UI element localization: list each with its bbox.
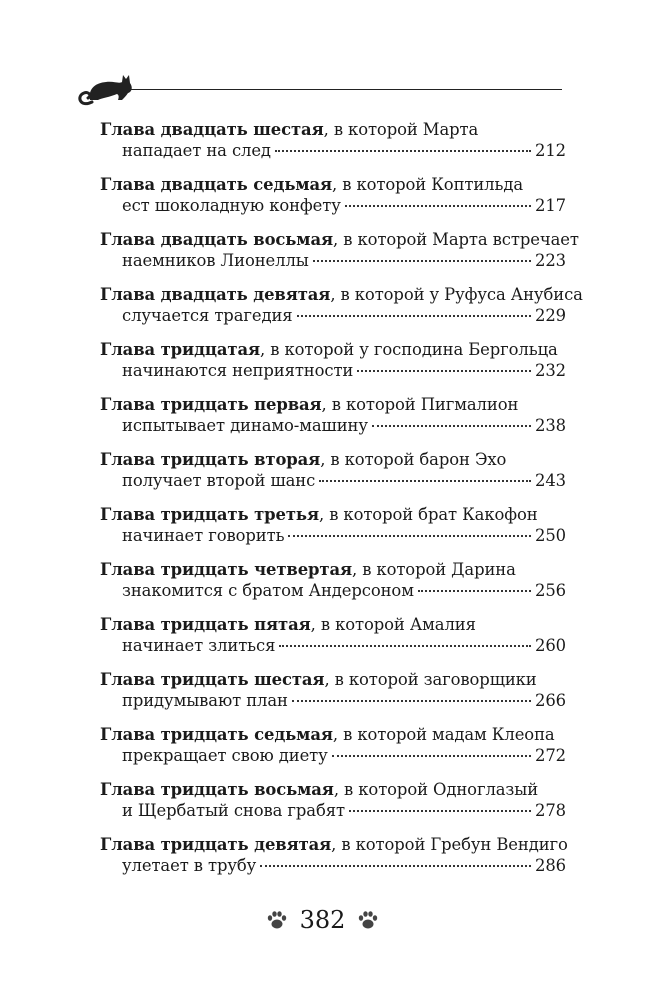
chapter-number: Глава двадцать седьмая	[100, 175, 333, 194]
toc-entry-title	[100, 780, 566, 800]
dot-leader	[345, 205, 531, 207]
dot-leader	[332, 755, 531, 757]
chapter-number: Глава тридцать восьмая	[100, 780, 334, 799]
toc-entry-continuation	[122, 415, 566, 437]
toc-entry-continuation	[122, 140, 566, 162]
toc-entry	[100, 175, 566, 230]
toc-page-number: 260	[535, 636, 566, 655]
chapter-subtitle: , в которой заговорщики	[324, 670, 537, 689]
chapter-subtitle: , в которой Коптильда	[332, 175, 523, 194]
table-of-contents	[100, 120, 583, 890]
header-rule	[127, 89, 562, 90]
chapter-subtitle: , в которой мадам Клеопа	[332, 725, 555, 744]
chapter-subtitle-continued: испытывает динамо-машину	[122, 416, 368, 435]
toc-entry-title	[100, 835, 566, 855]
page-footer	[0, 905, 645, 935]
paw-icon	[266, 909, 288, 931]
chapter-subtitle: , в которой Амалия	[310, 615, 476, 634]
toc-page-number: 212	[535, 141, 566, 160]
dot-leader	[418, 590, 531, 592]
chapter-number: Глава тридцать первая	[100, 395, 322, 414]
toc-entry-continuation	[122, 250, 566, 272]
chapter-number: Глава тридцать пятая	[100, 615, 311, 634]
chapter-number: Глава тридцать третья	[100, 505, 319, 524]
page-number: 382	[299, 906, 346, 934]
cat-icon	[72, 62, 142, 114]
toc-page-number: 243	[535, 471, 566, 490]
chapter-number: Глава тридцать шестая	[100, 670, 325, 689]
toc-entry-title	[100, 560, 566, 580]
chapter-number: Глава тридцать четвертая	[100, 560, 352, 579]
dot-leader	[288, 535, 531, 537]
toc-page-number: 272	[535, 746, 566, 765]
chapter-subtitle-continued: случается трагедия	[122, 306, 293, 325]
toc-page-number: 232	[535, 361, 566, 380]
chapter-subtitle-continued: начинает злиться	[122, 636, 276, 655]
chapter-subtitle-continued: нападает на след	[122, 141, 271, 160]
toc-entry-continuation	[122, 800, 566, 822]
toc-entry-title	[100, 615, 566, 635]
chapter-number: Глава тридцать седьмая	[100, 725, 333, 744]
toc-entry	[100, 670, 566, 725]
chapter-subtitle-continued: получает второй шанс	[122, 471, 316, 490]
dot-leader	[279, 645, 531, 647]
toc-entry-title	[100, 175, 566, 195]
toc-entry-title	[100, 395, 566, 415]
toc-entry	[100, 560, 566, 615]
toc-page-number: 286	[535, 856, 566, 875]
toc-page-number: 278	[535, 801, 566, 820]
toc-entry	[100, 230, 579, 285]
toc-entry	[100, 615, 566, 670]
toc-page-number: 217	[535, 196, 566, 215]
toc-entry	[100, 505, 566, 560]
chapter-subtitle: , в которой Дарина	[351, 560, 516, 579]
chapter-subtitle: , в которой у господина Бергольца	[260, 340, 558, 359]
chapter-number: Глава тридцать девятая	[100, 835, 332, 854]
dot-leader	[297, 315, 531, 317]
dot-leader	[275, 150, 531, 152]
chapter-subtitle-continued: начинает говорить	[122, 526, 285, 545]
chapter-subtitle: , в которой Марта встречает	[332, 230, 579, 249]
toc-page-number: 256	[535, 581, 566, 600]
chapter-subtitle-continued: и Щербатый снова грабят	[122, 801, 345, 820]
toc-entry	[100, 780, 566, 835]
toc-entry-title	[100, 120, 566, 140]
toc-entry-continuation	[122, 525, 566, 547]
toc-entry-continuation	[122, 745, 566, 767]
chapter-subtitle: , в которой барон Эхо	[320, 450, 507, 469]
toc-entry	[100, 395, 566, 450]
dot-leader	[319, 480, 531, 482]
toc-entry-continuation	[122, 690, 566, 712]
chapter-subtitle: , в которой Пигмалион	[321, 395, 519, 414]
chapter-subtitle: , в которой у Руфуса Анубиса	[330, 285, 583, 304]
chapter-subtitle-continued: придумывают план	[122, 691, 288, 710]
chapter-subtitle-continued: ест шоколадную конфету	[122, 196, 341, 215]
page-header	[72, 62, 562, 114]
dot-leader	[372, 425, 531, 427]
toc-entry-title	[100, 230, 579, 250]
toc-entry-continuation	[122, 635, 566, 657]
chapter-number: Глава двадцать девятая	[100, 285, 331, 304]
paw-icon	[357, 909, 379, 931]
chapter-number: Глава тридцатая	[100, 340, 261, 359]
chapter-number: Глава двадцать шестая	[100, 120, 324, 139]
toc-page-number: 238	[535, 416, 566, 435]
chapter-subtitle-continued: начинаются неприятности	[122, 361, 354, 380]
chapter-subtitle-continued: знакомится с братом Андерсоном	[122, 581, 414, 600]
toc-entry	[100, 120, 566, 175]
chapter-subtitle-continued: улетает в трубу	[122, 856, 257, 875]
toc-entry-title	[100, 505, 566, 525]
toc-entry-continuation	[122, 360, 566, 382]
chapter-number: Глава тридцать вторая	[100, 450, 321, 469]
toc-entry-continuation	[122, 195, 566, 217]
toc-entry-title	[100, 285, 583, 305]
chapter-subtitle-continued: наемников Лионеллы	[122, 251, 309, 270]
toc-entry-title	[100, 670, 566, 690]
toc-page-number: 229	[535, 306, 566, 325]
toc-entry-title	[100, 340, 566, 360]
dot-leader	[292, 700, 531, 702]
toc-entry-continuation	[122, 855, 566, 877]
chapter-subtitle: , в которой Одноглазый	[333, 780, 539, 799]
toc-entry-continuation	[122, 470, 566, 492]
chapter-number: Глава двадцать восьмая	[100, 230, 333, 249]
dot-leader	[357, 370, 531, 372]
dot-leader	[349, 810, 531, 812]
toc-page-number: 266	[535, 691, 566, 710]
toc-entry	[100, 340, 566, 395]
toc-entry-title	[100, 450, 566, 470]
toc-entry-title	[100, 725, 566, 745]
chapter-subtitle-continued: прекращает свою диету	[122, 746, 328, 765]
chapter-subtitle: , в которой Марта	[323, 120, 479, 139]
toc-page-number: 223	[535, 251, 566, 270]
toc-entry	[100, 725, 566, 780]
toc-page-number: 250	[535, 526, 566, 545]
dot-leader	[313, 260, 531, 262]
toc-entry	[100, 835, 566, 890]
toc-entry	[100, 285, 583, 340]
chapter-subtitle: , в которой брат Какофон	[318, 505, 538, 524]
toc-entry-continuation	[122, 305, 566, 327]
toc-entry	[100, 450, 566, 505]
chapter-subtitle: , в которой Гребун Вендиго	[331, 835, 568, 854]
toc-entry-continuation	[122, 580, 566, 602]
dot-leader	[260, 865, 531, 867]
